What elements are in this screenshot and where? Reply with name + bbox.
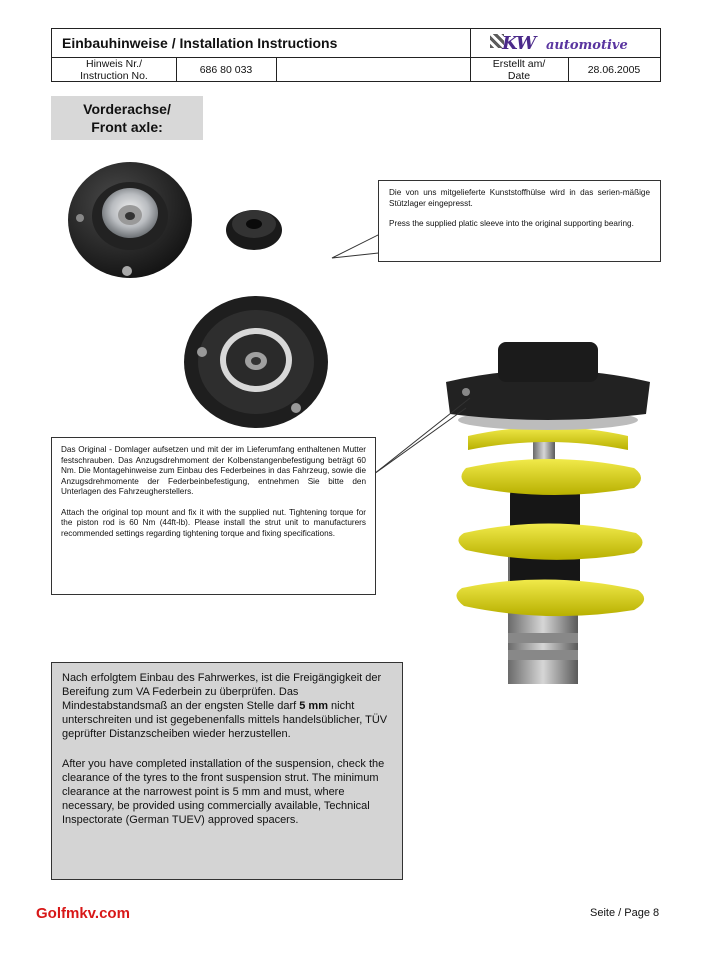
- coilover-strut-photo: [438, 318, 660, 684]
- instruction-label: Hinweis Nr./ Instruction No.: [80, 58, 148, 82]
- clearance-note: [51, 662, 403, 880]
- created-label: Erstellt am/ Date: [492, 58, 546, 82]
- page-number: Seite / Page 8: [590, 907, 660, 919]
- golfmkv-logo: Golfmkv.com: [36, 905, 130, 922]
- sleeve-note: [378, 180, 661, 262]
- sleeve-note-en: Press the supplied platic sleeve into the original supporting bearing.: [389, 219, 634, 228]
- assembled-mount-photo: [180, 292, 332, 432]
- kw-automotive-logo: KW automotive: [472, 29, 660, 57]
- instruction-number: 686 80 033: [199, 64, 253, 76]
- document-header: [51, 28, 661, 82]
- document-date: 28.06.2005: [587, 64, 641, 76]
- header-divider: [276, 57, 277, 82]
- clearance-note-en: After you have completed installation of the suspension, check the clearance of the tyres to the front suspension strut. The minimum clearance at the narrowest point is 5 mm and must, where necessary, be provided using commercially available, Technical Inspectorate (German TUEV) approved spacers.: [62, 758, 385, 826]
- clearance-note-de: Nach erfolgtem Einbau des Fahrwerkes, ist die Freigängigkeit der Bereifung zum VA Federbein zu überprüfen. Das Mindestabstandsmaß an der engsten Stelle darf 5 mm nicht unterschreiten und ist gegebenenfalls mittels handelsüblicher, TÜV geprüfter Distanzscheiben wieder herzustellen.: [62, 672, 388, 740]
- document-title: Einbauhinweise / Installation Instructions: [62, 35, 338, 51]
- top-mount-note-en: Attach the original top mount and fix it with the supplied nut. Tightening torque for the piston rod is 60 Nm (44ft-lb). Please install the strut unit to manufacturers recommended settings regarding tightening torque and fixing specifications.: [61, 507, 366, 538]
- section-label: Vorderachse/ Front axle:: [51, 96, 203, 140]
- sleeve-note-de: Die von uns mitgelieferte Kunststoffhülse wird in das serien-mäßige Stützlager eingepresst.: [389, 188, 650, 208]
- top-mount-photo: [62, 158, 292, 288]
- middle-note-pointer: [374, 396, 474, 476]
- top-mount-note-de: Das Original - Domlager aufsetzen und mit der im Lieferumfang enthaltenen Mutter festschrauben. Das Anzugsdrehmoment der Kolbenstangenbefestigung beträgt 60 Nm. Die Montagehinweise zum Einbau des Federbeines in das Fahrzeug, sowie die Anzugsdrehmomente der Federbeinbefestigung, entnehmen Sie bitte den Unterlagen des Fahrzeugherstellers.: [61, 445, 366, 496]
- top-mount-note: [51, 437, 376, 595]
